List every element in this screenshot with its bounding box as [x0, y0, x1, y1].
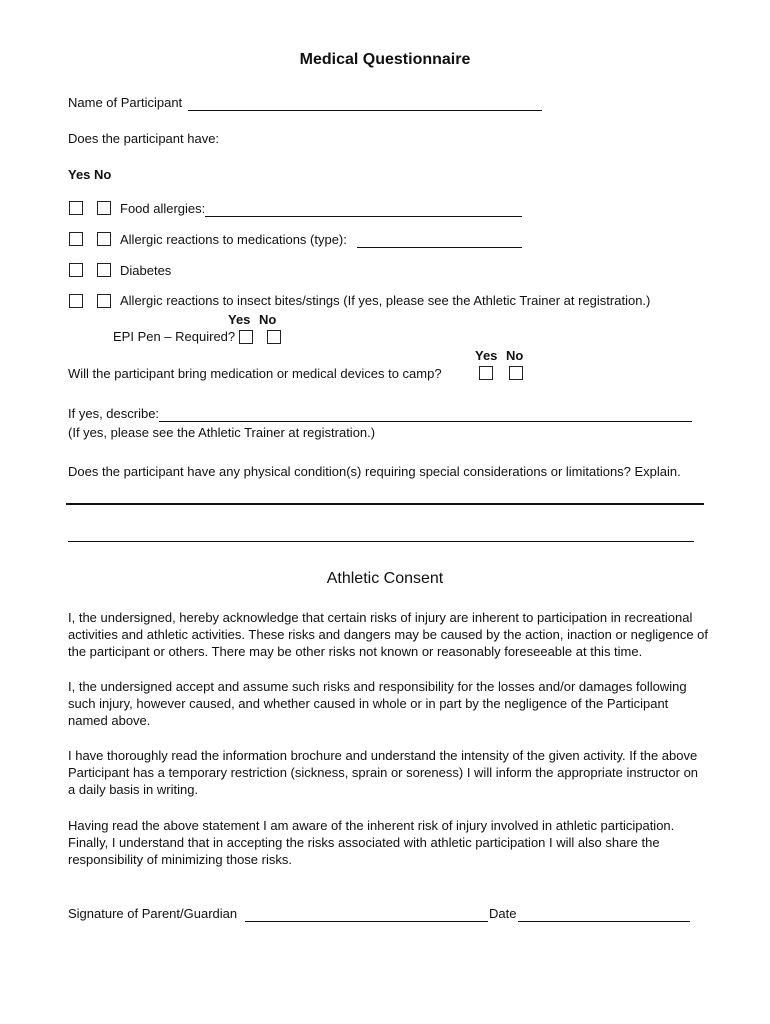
- diabetes-yes-checkbox[interactable]: [69, 263, 83, 277]
- insect-yes-checkbox[interactable]: [69, 294, 83, 308]
- epi-pen-label: EPI Pen – Required?: [113, 329, 236, 344]
- questions-intro: Does the participant have:: [68, 131, 220, 146]
- diabetes-label: Diabetes: [120, 263, 172, 278]
- participant-name-label: Name of Participant: [68, 95, 183, 110]
- describe-note: (If yes, please see the Athletic Trainer at registration.): [68, 425, 376, 440]
- med-reactions-yes-checkbox[interactable]: [69, 232, 83, 246]
- explain-line-1[interactable]: [66, 503, 704, 505]
- page-title: Medical Questionnaire: [299, 51, 471, 68]
- medication-no-header: No: [506, 348, 524, 363]
- medication-yes-checkbox[interactable]: [479, 366, 493, 380]
- food-allergies-yes-checkbox[interactable]: [69, 201, 83, 215]
- medication-yes-header: Yes: [475, 348, 498, 363]
- epi-yes-checkbox[interactable]: [239, 330, 253, 344]
- explain-line-2[interactable]: [68, 541, 694, 542]
- consent-paragraph-1: I, the undersigned, hereby acknowledge that certain risks of injury are inherent to participation in recreational activities and athletic activities. These risks and dangers may be caused by the action, inaction or negligence of the participant or others. There may be other risks not known or reasonably foreseeable at this time.: [68, 610, 709, 659]
- epi-no-checkbox[interactable]: [267, 330, 281, 344]
- yes-no-header: Yes No: [68, 167, 112, 182]
- consent-paragraph-4: Having read the above statement I am aware of the inherent risk of injury involved in athletic participation. Finally, I understand that in accepting the risks associated with athletic participation I will also share the responsibility of minimizing those risks.: [68, 818, 675, 867]
- food-allergies-no-checkbox[interactable]: [97, 201, 111, 215]
- food-allergies-label: Food allergies:: [120, 201, 206, 216]
- describe-field[interactable]: [159, 407, 692, 422]
- diabetes-no-checkbox[interactable]: [97, 263, 111, 277]
- physical-condition-label: Does the participant have any physical condition(s) requiring special considerations or limitations? Explain.: [68, 464, 681, 479]
- insect-label: Allergic reactions to insect bites/stings (If yes, please see the Athletic Trainer at registration.): [120, 293, 651, 308]
- medication-no-checkbox[interactable]: [509, 366, 523, 380]
- med-reactions-no-checkbox[interactable]: [97, 232, 111, 246]
- medication-label: Will the participant bring medication or medical devices to camp?: [68, 366, 442, 381]
- epi-no-header: No: [259, 312, 277, 327]
- participant-name-field[interactable]: [188, 96, 542, 111]
- date-field[interactable]: [518, 907, 690, 922]
- epi-yes-header: Yes: [228, 312, 251, 327]
- signature-label: Signature of Parent/Guardian: [68, 906, 238, 921]
- date-label: Date: [489, 906, 517, 921]
- signature-field[interactable]: [245, 907, 488, 922]
- med-reactions-label: Allergic reactions to medications (type):: [120, 232, 347, 247]
- insect-no-checkbox[interactable]: [97, 294, 111, 308]
- describe-label: If yes, describe:: [68, 406, 160, 421]
- food-allergies-field[interactable]: [205, 202, 522, 217]
- consent-paragraph-3: I have thoroughly read the information brochure and understand the intensity of the given activity. If the above Participant has a temporary restriction (sickness, sprain or soreness) I will inform the appropriate instructor on a daily basis in writing.: [68, 748, 699, 797]
- med-reactions-field[interactable]: [357, 233, 522, 248]
- consent-paragraph-2: I, the undersigned accept and assume such risks and responsibility for the losses and/or damages following such injury, however caused, and whether caused in whole or in part by the negligence of the Participant named above.: [68, 679, 687, 728]
- consent-title: Athletic Consent: [326, 570, 444, 587]
